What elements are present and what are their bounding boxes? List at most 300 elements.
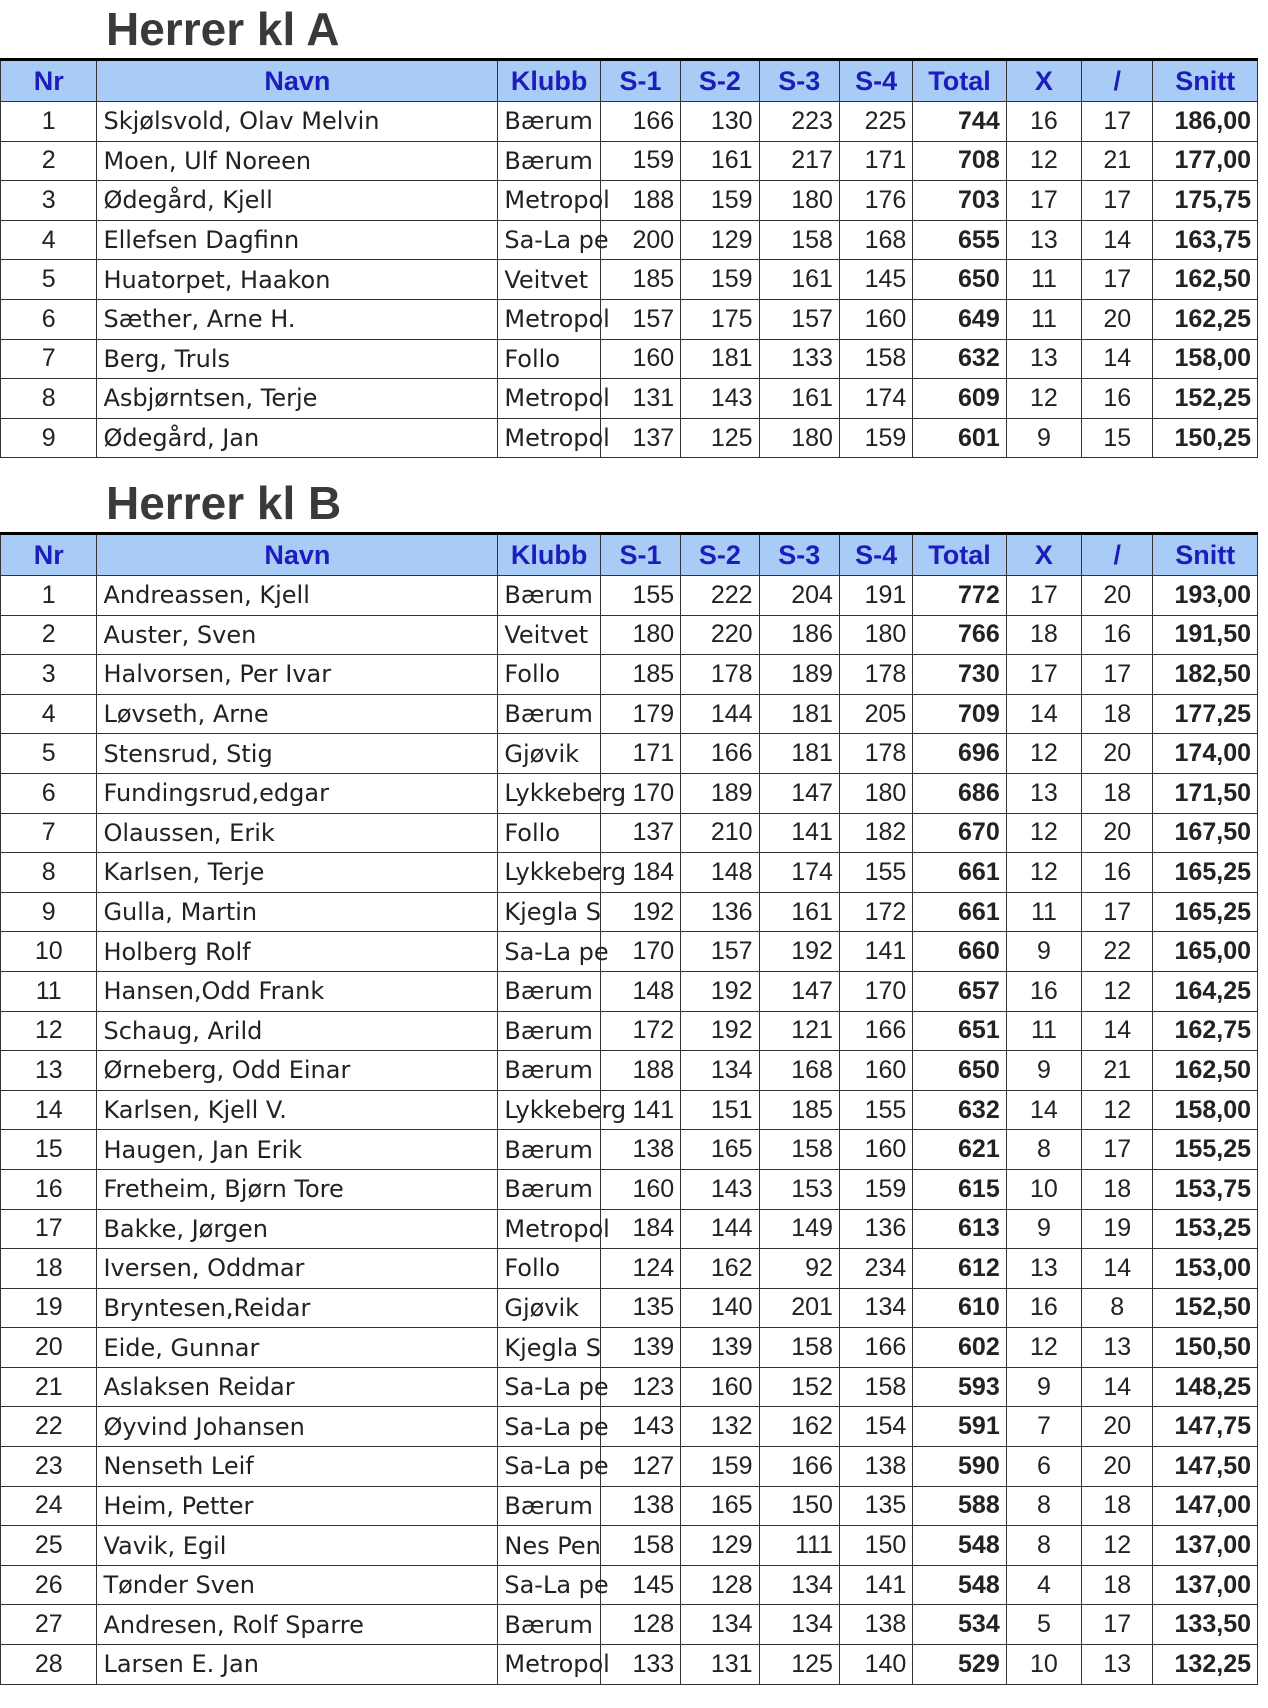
col-header-x: X xyxy=(1006,534,1081,576)
cell-slash: 18 xyxy=(1082,694,1153,734)
col-header-x: X xyxy=(1006,60,1081,102)
cell-navn: Aslaksen Reidar xyxy=(97,1367,498,1407)
cell-s3: 166 xyxy=(759,1447,839,1487)
cell-s4: 135 xyxy=(839,1486,912,1526)
cell-s3: 153 xyxy=(759,1169,839,1209)
cell-s3: 158 xyxy=(759,1130,839,1170)
cell-klubb: Follo xyxy=(498,655,600,695)
cell-navn: Øyvind Johansen xyxy=(97,1407,498,1447)
cell-x: 5 xyxy=(1006,1605,1081,1645)
cell-navn: Tønder Sven xyxy=(97,1565,498,1605)
cell-s3: 186 xyxy=(759,615,839,655)
cell-s3: 204 xyxy=(759,576,839,616)
cell-nr: 3 xyxy=(1,181,97,221)
cell-s3: 161 xyxy=(759,379,839,419)
cell-s2: 160 xyxy=(681,1367,759,1407)
cell-s1: 171 xyxy=(600,734,680,774)
cell-s4: 158 xyxy=(839,1367,912,1407)
cell-snitt: 174,00 xyxy=(1153,734,1258,774)
cell-s1: 192 xyxy=(600,892,680,932)
cell-snitt: 162,75 xyxy=(1153,1011,1258,1051)
cell-navn: Karlsen, Terje xyxy=(97,853,498,893)
cell-nr: 15 xyxy=(1,1130,97,1170)
cell-klubb: Gjøvik xyxy=(498,734,600,774)
cell-slash: 13 xyxy=(1082,1328,1153,1368)
col-header-klubb: Klubb xyxy=(498,60,600,102)
cell-navn: Asbjørntsen, Terje xyxy=(97,379,498,419)
col-header-s2: S-2 xyxy=(681,534,759,576)
table-row xyxy=(1,1288,1258,1328)
cell-total: 621 xyxy=(913,1130,1006,1170)
cell-s3: 192 xyxy=(759,932,839,972)
cell-navn: Auster, Sven xyxy=(97,615,498,655)
cell-navn: Moen, Ulf Noreen xyxy=(97,141,498,181)
cell-snitt: 162,25 xyxy=(1153,299,1258,339)
table-row xyxy=(1,1169,1258,1209)
col-header-klubb: Klubb xyxy=(498,534,600,576)
cell-x: 11 xyxy=(1006,260,1081,300)
cell-snitt: 163,75 xyxy=(1153,220,1258,260)
cell-s1: 143 xyxy=(600,1407,680,1447)
section-herrer-kl-b xyxy=(0,474,1258,1685)
cell-x: 13 xyxy=(1006,220,1081,260)
results-table xyxy=(0,532,1258,1685)
cell-klubb: Bærum xyxy=(498,1051,600,1091)
cell-s2: 181 xyxy=(681,339,759,379)
cell-navn: Bryntesen,Reidar xyxy=(97,1288,498,1328)
cell-navn: Løvseth, Arne xyxy=(97,694,498,734)
cell-s2: 192 xyxy=(681,971,759,1011)
cell-klubb: Bærum xyxy=(498,141,600,181)
cell-s2: 222 xyxy=(681,576,759,616)
cell-total: 615 xyxy=(913,1169,1006,1209)
cell-s2: 128 xyxy=(681,1565,759,1605)
cell-total: 730 xyxy=(913,655,1006,695)
cell-s3: 134 xyxy=(759,1565,839,1605)
cell-navn: Stensrud, Stig xyxy=(97,734,498,774)
cell-x: 12 xyxy=(1006,1328,1081,1368)
cell-slash: 18 xyxy=(1082,1486,1153,1526)
cell-snitt: 132,25 xyxy=(1153,1645,1258,1685)
table-row xyxy=(1,181,1258,221)
cell-navn: Karlsen, Kjell V. xyxy=(97,1090,498,1130)
cell-slash: 21 xyxy=(1082,141,1153,181)
cell-total: 650 xyxy=(913,260,1006,300)
cell-nr: 3 xyxy=(1,655,97,695)
cell-x: 7 xyxy=(1006,1407,1081,1447)
cell-s4: 136 xyxy=(839,1209,912,1249)
cell-s4: 138 xyxy=(839,1447,912,1487)
cell-total: 650 xyxy=(913,1051,1006,1091)
cell-snitt: 147,50 xyxy=(1153,1447,1258,1487)
cell-x: 13 xyxy=(1006,339,1081,379)
cell-total: 686 xyxy=(913,773,1006,813)
cell-x: 14 xyxy=(1006,694,1081,734)
table-row xyxy=(1,655,1258,695)
cell-s4: 155 xyxy=(839,1090,912,1130)
cell-slash: 17 xyxy=(1082,1130,1153,1170)
cell-nr: 26 xyxy=(1,1565,97,1605)
cell-klubb: Sa-La pe xyxy=(498,1407,600,1447)
cell-navn: Nenseth Leif xyxy=(97,1447,498,1487)
cell-s1: 166 xyxy=(600,102,680,142)
cell-total: 708 xyxy=(913,141,1006,181)
cell-s4: 154 xyxy=(839,1407,912,1447)
cell-total: 772 xyxy=(913,576,1006,616)
cell-navn: Andreassen, Kjell xyxy=(97,576,498,616)
cell-slash: 14 xyxy=(1082,220,1153,260)
cell-total: 649 xyxy=(913,299,1006,339)
cell-klubb: Metropol xyxy=(498,1645,600,1685)
cell-s1: 131 xyxy=(600,379,680,419)
cell-navn: Ødegård, Jan xyxy=(97,418,498,458)
cell-navn: Fretheim, Bjørn Tore xyxy=(97,1169,498,1209)
cell-s2: 210 xyxy=(681,813,759,853)
cell-s2: 192 xyxy=(681,1011,759,1051)
cell-slash: 12 xyxy=(1082,971,1153,1011)
col-header-total: Total xyxy=(913,60,1006,102)
cell-nr: 27 xyxy=(1,1605,97,1645)
table-row xyxy=(1,576,1258,616)
table-row xyxy=(1,1565,1258,1605)
cell-s2: 157 xyxy=(681,932,759,972)
cell-klubb: Veitvet xyxy=(498,615,600,655)
cell-total: 602 xyxy=(913,1328,1006,1368)
cell-s4: 140 xyxy=(839,1645,912,1685)
cell-s2: 159 xyxy=(681,1447,759,1487)
cell-s3: 162 xyxy=(759,1407,839,1447)
cell-s2: 139 xyxy=(681,1328,759,1368)
cell-snitt: 155,25 xyxy=(1153,1130,1258,1170)
cell-slash: 16 xyxy=(1082,615,1153,655)
col-header-slash: / xyxy=(1082,60,1153,102)
col-header-nr: Nr xyxy=(1,534,97,576)
cell-s2: 162 xyxy=(681,1249,759,1289)
cell-navn: Huatorpet, Haakon xyxy=(97,260,498,300)
col-header-snitt: Snitt xyxy=(1153,534,1258,576)
cell-x: 11 xyxy=(1006,1011,1081,1051)
cell-nr: 24 xyxy=(1,1486,97,1526)
table-row xyxy=(1,1486,1258,1526)
cell-slash: 17 xyxy=(1082,892,1153,932)
cell-s2: 131 xyxy=(681,1645,759,1685)
cell-slash: 14 xyxy=(1082,1367,1153,1407)
cell-s3: 133 xyxy=(759,339,839,379)
cell-s2: 189 xyxy=(681,773,759,813)
cell-x: 9 xyxy=(1006,932,1081,972)
cell-slash: 18 xyxy=(1082,773,1153,813)
cell-snitt: 165,00 xyxy=(1153,932,1258,972)
cell-slash: 17 xyxy=(1082,102,1153,142)
cell-s1: 200 xyxy=(600,220,680,260)
cell-s1: 160 xyxy=(600,1169,680,1209)
cell-x: 17 xyxy=(1006,576,1081,616)
cell-klubb: Follo xyxy=(498,339,600,379)
cell-navn: Sæther, Arne H. xyxy=(97,299,498,339)
cell-slash: 17 xyxy=(1082,655,1153,695)
cell-s4: 182 xyxy=(839,813,912,853)
col-header-nr: Nr xyxy=(1,60,97,102)
cell-x: 8 xyxy=(1006,1526,1081,1566)
cell-s2: 220 xyxy=(681,615,759,655)
cell-snitt: 162,50 xyxy=(1153,260,1258,300)
cell-navn: Iversen, Oddmar xyxy=(97,1249,498,1289)
cell-klubb: Veitvet xyxy=(498,260,600,300)
table-row xyxy=(1,1051,1258,1091)
cell-s1: 139 xyxy=(600,1328,680,1368)
cell-s3: 141 xyxy=(759,813,839,853)
cell-s3: 92 xyxy=(759,1249,839,1289)
cell-s2: 134 xyxy=(681,1605,759,1645)
cell-s4: 159 xyxy=(839,418,912,458)
cell-s3: 147 xyxy=(759,971,839,1011)
cell-s3: 111 xyxy=(759,1526,839,1566)
cell-navn: Hansen,Odd Frank xyxy=(97,971,498,1011)
cell-klubb: Gjøvik xyxy=(498,1288,600,1328)
cell-x: 13 xyxy=(1006,773,1081,813)
cell-klubb: Metropol xyxy=(498,379,600,419)
cell-s4: 205 xyxy=(839,694,912,734)
header-row xyxy=(1,60,1258,102)
cell-s1: 170 xyxy=(600,932,680,972)
cell-snitt: 150,50 xyxy=(1153,1328,1258,1368)
col-header-s1: S-1 xyxy=(600,534,680,576)
table-row xyxy=(1,1011,1258,1051)
cell-slash: 13 xyxy=(1082,1645,1153,1685)
table-row xyxy=(1,141,1258,181)
cell-navn: Eide, Gunnar xyxy=(97,1328,498,1368)
col-header-navn: Navn xyxy=(97,60,498,102)
cell-klubb: Bærum xyxy=(498,1169,600,1209)
cell-slash: 18 xyxy=(1082,1565,1153,1605)
cell-snitt: 147,75 xyxy=(1153,1407,1258,1447)
cell-s2: 165 xyxy=(681,1486,759,1526)
cell-total: 657 xyxy=(913,971,1006,1011)
table-row xyxy=(1,694,1258,734)
cell-x: 18 xyxy=(1006,615,1081,655)
cell-s1: 179 xyxy=(600,694,680,734)
cell-s1: 141 xyxy=(600,1090,680,1130)
cell-total: 696 xyxy=(913,734,1006,774)
cell-slash: 16 xyxy=(1082,853,1153,893)
cell-slash: 20 xyxy=(1082,734,1153,774)
cell-x: 9 xyxy=(1006,1209,1081,1249)
cell-x: 17 xyxy=(1006,181,1081,221)
cell-nr: 7 xyxy=(1,813,97,853)
col-header-snitt: Snitt xyxy=(1153,60,1258,102)
col-header-s4: S-4 xyxy=(839,60,912,102)
cell-total: 651 xyxy=(913,1011,1006,1051)
cell-s1: 184 xyxy=(600,1209,680,1249)
cell-snitt: 150,25 xyxy=(1153,418,1258,458)
cell-s4: 168 xyxy=(839,220,912,260)
cell-s1: 135 xyxy=(600,1288,680,1328)
cell-s4: 234 xyxy=(839,1249,912,1289)
cell-s1: 137 xyxy=(600,813,680,853)
cell-slash: 20 xyxy=(1082,1447,1153,1487)
cell-x: 9 xyxy=(1006,1367,1081,1407)
cell-s4: 160 xyxy=(839,1130,912,1170)
cell-navn: Halvorsen, Per Ivar xyxy=(97,655,498,695)
cell-klubb: Bærum xyxy=(498,694,600,734)
cell-snitt: 191,50 xyxy=(1153,615,1258,655)
cell-nr: 9 xyxy=(1,418,97,458)
table-row xyxy=(1,1407,1258,1447)
cell-x: 8 xyxy=(1006,1130,1081,1170)
cell-klubb: Follo xyxy=(498,1249,600,1289)
section-herrer-kl-a xyxy=(0,0,1258,458)
cell-s2: 125 xyxy=(681,418,759,458)
cell-s1: 123 xyxy=(600,1367,680,1407)
header-row xyxy=(1,534,1258,576)
cell-snitt: 158,00 xyxy=(1153,1090,1258,1130)
col-header-s2: S-2 xyxy=(681,60,759,102)
cell-s1: 148 xyxy=(600,971,680,1011)
cell-nr: 17 xyxy=(1,1209,97,1249)
cell-navn: Holberg Rolf xyxy=(97,932,498,972)
cell-navn: Ellefsen Dagfinn xyxy=(97,220,498,260)
cell-x: 12 xyxy=(1006,734,1081,774)
cell-nr: 21 xyxy=(1,1367,97,1407)
cell-klubb: Metropol xyxy=(498,181,600,221)
cell-slash: 20 xyxy=(1082,576,1153,616)
table-row xyxy=(1,418,1258,458)
table-row xyxy=(1,773,1258,813)
cell-nr: 10 xyxy=(1,932,97,972)
cell-snitt: 162,50 xyxy=(1153,1051,1258,1091)
cell-nr: 14 xyxy=(1,1090,97,1130)
cell-total: 591 xyxy=(913,1407,1006,1447)
cell-snitt: 158,00 xyxy=(1153,339,1258,379)
cell-s3: 149 xyxy=(759,1209,839,1249)
cell-x: 10 xyxy=(1006,1645,1081,1685)
cell-slash: 16 xyxy=(1082,379,1153,419)
cell-slash: 17 xyxy=(1082,260,1153,300)
cell-klubb: Lykkeberg xyxy=(498,1090,600,1130)
table-row xyxy=(1,1130,1258,1170)
cell-klubb: Sa-La pe xyxy=(498,220,600,260)
cell-klubb: Follo xyxy=(498,813,600,853)
cell-x: 16 xyxy=(1006,102,1081,142)
cell-nr: 8 xyxy=(1,379,97,419)
cell-s3: 158 xyxy=(759,220,839,260)
cell-s1: 155 xyxy=(600,576,680,616)
cell-s2: 129 xyxy=(681,220,759,260)
cell-x: 17 xyxy=(1006,655,1081,695)
cell-s2: 161 xyxy=(681,141,759,181)
cell-s2: 136 xyxy=(681,892,759,932)
cell-s3: 158 xyxy=(759,1328,839,1368)
cell-total: 588 xyxy=(913,1486,1006,1526)
cell-s4: 225 xyxy=(839,102,912,142)
cell-s1: 188 xyxy=(600,181,680,221)
cell-x: 4 xyxy=(1006,1565,1081,1605)
cell-klubb: Sa-La pe xyxy=(498,932,600,972)
table-row xyxy=(1,813,1258,853)
cell-nr: 6 xyxy=(1,299,97,339)
cell-total: 612 xyxy=(913,1249,1006,1289)
cell-s2: 144 xyxy=(681,1209,759,1249)
cell-nr: 7 xyxy=(1,339,97,379)
cell-snitt: 153,75 xyxy=(1153,1169,1258,1209)
cell-total: 613 xyxy=(913,1209,1006,1249)
cell-navn: Ødegård, Kjell xyxy=(97,181,498,221)
cell-nr: 25 xyxy=(1,1526,97,1566)
cell-total: 610 xyxy=(913,1288,1006,1328)
cell-slash: 17 xyxy=(1082,181,1153,221)
cell-slash: 21 xyxy=(1082,1051,1153,1091)
cell-s2: 140 xyxy=(681,1288,759,1328)
col-header-s3: S-3 xyxy=(759,60,839,102)
cell-s4: 170 xyxy=(839,971,912,1011)
cell-total: 609 xyxy=(913,379,1006,419)
cell-navn: Schaug, Arild xyxy=(97,1011,498,1051)
cell-s3: 121 xyxy=(759,1011,839,1051)
cell-total: 655 xyxy=(913,220,1006,260)
cell-s1: 133 xyxy=(600,1645,680,1685)
cell-s4: 180 xyxy=(839,773,912,813)
cell-s4: 141 xyxy=(839,932,912,972)
cell-navn: Skjølsvold, Olav Melvin xyxy=(97,102,498,142)
cell-slash: 22 xyxy=(1082,932,1153,972)
cell-total: 548 xyxy=(913,1565,1006,1605)
cell-total: 632 xyxy=(913,1090,1006,1130)
cell-snitt: 152,50 xyxy=(1153,1288,1258,1328)
cell-nr: 4 xyxy=(1,694,97,734)
cell-nr: 2 xyxy=(1,615,97,655)
cell-s3: 134 xyxy=(759,1605,839,1645)
cell-slash: 17 xyxy=(1082,1605,1153,1645)
cell-s3: 201 xyxy=(759,1288,839,1328)
cell-s2: 143 xyxy=(681,1169,759,1209)
cell-snitt: 164,25 xyxy=(1153,971,1258,1011)
cell-s1: 180 xyxy=(600,615,680,655)
cell-s4: 178 xyxy=(839,655,912,695)
cell-s1: 138 xyxy=(600,1486,680,1526)
cell-s3: 152 xyxy=(759,1367,839,1407)
cell-x: 16 xyxy=(1006,971,1081,1011)
col-header-navn: Navn xyxy=(97,534,498,576)
cell-navn: Heim, Petter xyxy=(97,1486,498,1526)
cell-s1: 127 xyxy=(600,1447,680,1487)
cell-klubb: Kjegla S xyxy=(498,892,600,932)
cell-klubb: Nes Pen xyxy=(498,1526,600,1566)
cell-navn: Ørneberg, Odd Einar xyxy=(97,1051,498,1091)
cell-slash: 14 xyxy=(1082,1249,1153,1289)
cell-klubb: Bærum xyxy=(498,1605,600,1645)
cell-snitt: 152,25 xyxy=(1153,379,1258,419)
cell-klubb: Bærum xyxy=(498,1011,600,1051)
cell-total: 590 xyxy=(913,1447,1006,1487)
cell-snitt: 137,00 xyxy=(1153,1565,1258,1605)
cell-slash: 19 xyxy=(1082,1209,1153,1249)
cell-nr: 23 xyxy=(1,1447,97,1487)
table-row xyxy=(1,734,1258,774)
cell-snitt: 148,25 xyxy=(1153,1367,1258,1407)
cell-s3: 180 xyxy=(759,418,839,458)
table-row xyxy=(1,615,1258,655)
cell-slash: 20 xyxy=(1082,813,1153,853)
cell-s3: 185 xyxy=(759,1090,839,1130)
cell-snitt: 171,50 xyxy=(1153,773,1258,813)
cell-s4: 174 xyxy=(839,379,912,419)
cell-s4: 160 xyxy=(839,1051,912,1091)
cell-total: 661 xyxy=(913,853,1006,893)
cell-nr: 4 xyxy=(1,220,97,260)
cell-klubb: Lykkeberg xyxy=(498,773,600,813)
cell-s4: 166 xyxy=(839,1011,912,1051)
table-row xyxy=(1,1090,1258,1130)
